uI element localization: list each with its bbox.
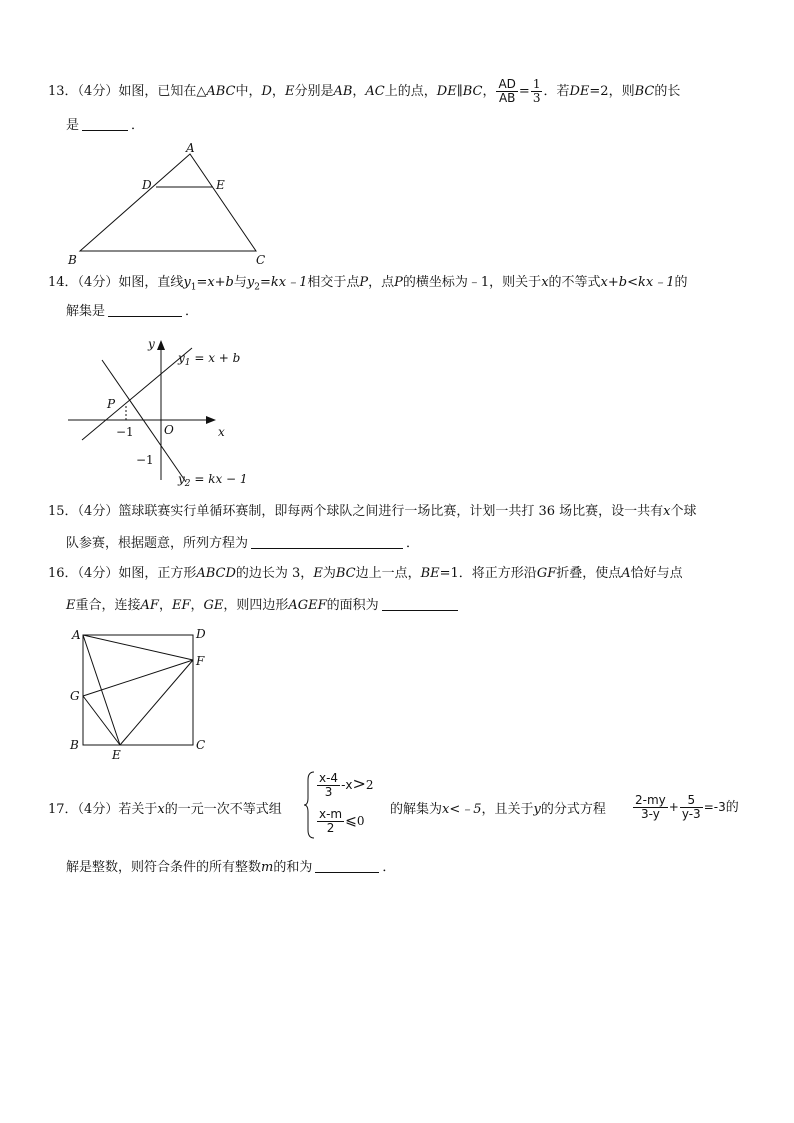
segment-gf [83,660,193,696]
x-tick-neg1: −1 [116,425,134,439]
label-c: C [196,738,206,752]
y-axis-arrow [157,340,165,350]
square-abcd [83,635,193,745]
x-axis-arrow [206,416,216,424]
answer-blank[interactable] [108,302,182,317]
label-g: G [70,689,80,703]
inequality-1: $\frac{x-4}{3}$ -x>2 [319,771,374,799]
label-a: A [72,628,81,642]
question-16: 16．（4分）如图，正方形ABCD的边长为 3，E为BC边上一点，BE=1．将正方形沿GF折叠，使点A恰好与点 [48,566,683,581]
line-y1 [82,348,192,440]
label-a: A [186,141,195,155]
question-17: 17．（4分）若关于x的一元一次不等式组 [48,802,282,817]
question-points: （4分） [77,84,119,99]
question-points: （4分） [77,504,119,519]
ratio-fraction: $\frac{AD}{AB}$ [498,77,516,105]
question-15: 15．（4分）篮球联赛实行单循环赛制，即每两个球队之间进行一场比赛，计划一共打 36 场比赛，设一共有x个球 [48,504,697,519]
label-d: D [196,627,206,641]
question-number: 14． [48,275,78,290]
question-number: 15． [48,504,78,519]
question-number: 17． [48,802,78,817]
value-fraction: $\frac{1}{3}$ [532,77,541,105]
label-b: B [68,253,77,267]
question-13: 13．（4分）如图，已知在△ABC中，D，E分别是AB，AC上的点，DE∥BC， $\frac{AD}{AB}$ = $\frac{1}{3}$ ．若DE=2，则BC的长 [48,77,681,105]
question-14: 14．（4分）如图，直线$y_1=x+b$与$y_2=kx﹣1$相交于点P，点P的横坐标为﹣1，则关于x的不等式x+b<kx﹣1的 [48,275,688,293]
question-13-line2: 是 ． [66,118,145,133]
question-17-cont: 的解集为x<﹣5，且关于y的分式方程 [390,802,606,817]
answer-blank[interactable] [251,534,403,549]
y-tick-neg1: −1 [136,453,154,467]
line-y2-label: $y_2$ = kx − 1 [178,472,248,489]
question-points: （4分） [77,275,119,290]
answer-blank[interactable] [82,116,128,131]
segment-ge [83,696,120,745]
triangle-abc [80,154,256,251]
question-17-line2: 解是整数，则符合条件的所有整数m的和为 ． [66,860,396,875]
y-axis-label: y [148,337,155,351]
question-14-line2: 解集是 ． [66,304,199,319]
point-p-label: P [107,397,116,411]
inequality-system [304,770,386,840]
question-points: （4分） [77,802,119,817]
origin-label: O [164,423,174,437]
question-points: （4分） [77,566,119,581]
x-axis-label: x [218,425,225,439]
answer-blank[interactable] [315,858,379,873]
label-f: F [196,654,205,668]
line-y1-label: $y_1 = x + b$ [178,351,241,368]
fractional-equation: $\frac{2-my}{3-y}$ + $\frac{5}{y-3}$ =-3的 [635,793,739,821]
label-e: E [216,178,225,192]
triangle-figure [60,140,280,270]
inequality-2: $\frac{x-m}{2}$ ⩽0 [319,807,365,835]
label-d: D [142,178,152,192]
label-e: E [112,748,121,762]
question-number: 13． [48,84,78,99]
question-text: 如图，已知在△ [118,84,207,99]
label-c: C [256,253,266,267]
segment-af [83,635,193,660]
square-figure [60,625,230,765]
answer-blank[interactable] [382,596,458,611]
question-15-line2: 队参赛，根据题意，所列方程为 ． [66,536,420,551]
segment-ef [120,660,193,745]
coordinate-graph [60,330,260,490]
question-16-line2: E重合，连接AF，EF，GE，则四边形AGEF的面积为 [66,596,461,616]
question-number: 16． [48,566,78,581]
brace-icon [304,770,316,840]
label-b: B [70,738,79,752]
